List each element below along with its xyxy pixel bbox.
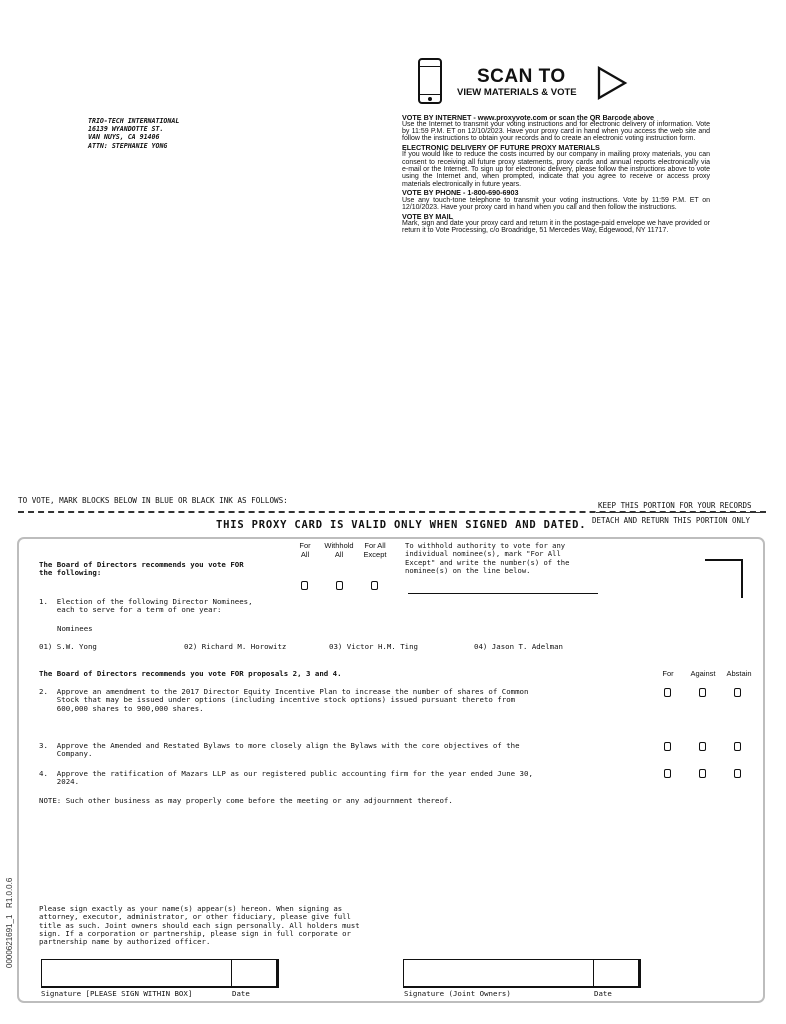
scan-subtitle: VIEW MATERIALS & VOTE	[457, 87, 577, 98]
address-line: TRIO-TECH INTERNATIONAL	[88, 117, 180, 125]
nominee: 04) Jason T. Adelman	[474, 642, 563, 651]
item-3: 3. Approve the Amended and Restated Bylaws to more closely align the Bylaws with the core objectives of the Company.	[39, 741, 520, 759]
checkbox-item4-against[interactable]	[699, 769, 706, 778]
checkbox-item3-abstain[interactable]	[734, 742, 741, 751]
address-line: VAN NUYS, CA 91406	[88, 133, 160, 142]
signing-instructions: Please sign exactly as your name(s) appear(s) hereon. When signing as attorney, executor, administrator, or other fiduciary, please give full title as such. Joint owners should each sign personally. All holders must sign. If a corporation or partnership, please sign in full corporate or partnership name by authorized officer.	[39, 904, 360, 947]
mail-heading: VOTE BY MAIL	[402, 211, 453, 221]
nominee: 02) Richard M. Horowitz	[184, 642, 287, 651]
voting-instructions	[402, 112, 710, 235]
checkbox-for-all-except[interactable]	[371, 581, 378, 590]
return-address	[88, 117, 179, 150]
address-line: ATTN: STEPHANIE YONG	[88, 141, 168, 150]
col-withhold-all: Withhold All	[324, 541, 354, 559]
signature-box[interactable]	[41, 959, 232, 987]
checkbox-withhold-all[interactable]	[336, 581, 343, 590]
checkbox-item3-for[interactable]	[664, 742, 671, 751]
nominees-label: Nominees	[57, 624, 93, 633]
note: NOTE: Such other business as may properly come before the meeting or any adjournment thereof.	[39, 796, 453, 805]
nominee-number-line[interactable]	[408, 593, 598, 594]
joint-signature-box[interactable]	[403, 959, 594, 987]
checkbox-item4-for[interactable]	[664, 769, 671, 778]
address-line: 16139 WYANDOTTE ST.	[88, 125, 164, 134]
joint-date-label: Date	[594, 989, 612, 998]
internet-text: Use the Internet to transmit your voting instructions and for electronic delivery of information. Vote by 11:59 P.M. ET on 12/10/2023. Have your proxy card in hand when you access the web site and follow the instructions to obtain your records and to create an electronic voting instruction form.	[402, 120, 710, 143]
col-against: Against	[690, 669, 716, 678]
item-1: 1. Election of the following Director Nominees, each to serve for a term of one year:	[39, 597, 253, 615]
mark-instruction: TO VOTE, MARK BLOCKS BELOW IN BLUE OR BLACK INK AS FOLLOWS:	[18, 496, 288, 505]
withhold-instruction: To withhold authority to vote for any individual nominee(s), mark "For All Except" and write the number(s) of the nominee(s) on the line below.	[405, 541, 570, 575]
checkbox-item2-against[interactable]	[699, 688, 706, 697]
nominee: 01) S.W. Yong	[39, 642, 97, 651]
board-recommendation-1: The Board of Directors recommends you vote FOR the following:	[39, 560, 244, 578]
electronic-text: If you would like to reduce the costs incurred by our company in mailing proxy materials, you can consent to receiving all future proxy statements, proxy cards and annual reports electronically via e-mail or the Internet. To sign up for electronic delivery, please follow the instructions above to vote using the Internet and, when prompted, indicate that you agree to receive or access proxy materials electronically in future years.	[402, 151, 710, 188]
detach-portion-label: DETACH AND RETURN THIS PORTION ONLY	[592, 516, 751, 525]
board-recommendation-2: The Board of Directors recommends you vote FOR proposals 2, 3 and 4.	[39, 669, 342, 678]
signature-label: Signature [PLEASE SIGN WITHIN BOX]	[41, 989, 193, 998]
date-label: Date	[232, 989, 250, 998]
corner-mark	[705, 559, 743, 598]
checkbox-item2-abstain[interactable]	[734, 688, 741, 697]
date-box[interactable]	[231, 959, 277, 987]
scan-title: SCAN TO	[477, 66, 566, 87]
divider	[596, 512, 766, 513]
checkbox-item2-for[interactable]	[664, 688, 671, 697]
checkbox-for-all[interactable]	[301, 581, 308, 590]
keep-portion-label: KEEP THIS PORTION FOR YOUR RECORDS	[598, 501, 752, 510]
joint-date-box[interactable]	[593, 959, 639, 987]
electronic-heading: ELECTRONIC DELIVERY OF FUTURE PROXY MATERIALS	[402, 143, 600, 153]
phone-heading: VOTE BY PHONE - 1-800-690-6903	[402, 188, 519, 198]
nominee: 03) Victor H.M. Ting	[329, 642, 418, 651]
col-for-all: For All	[299, 541, 311, 559]
mail-text: Mark, sign and date your proxy card and return it in the postage-paid envelope we have provided or return it to Vote Processing, c/o Broadridge, 51 Mercedes Way, Edgewood, NY 11717.	[402, 220, 710, 235]
col-for: For	[662, 669, 674, 678]
side-code: 0000621691_1 R1.0.0.6	[5, 877, 14, 968]
col-for-all-except: For All Except	[363, 541, 387, 559]
checkbox-item4-abstain[interactable]	[734, 769, 741, 778]
play-arrow-icon	[596, 66, 628, 100]
phone-icon	[418, 58, 442, 104]
joint-signature-label: Signature (Joint Owners)	[404, 989, 511, 998]
valid-notice: THIS PROXY CARD IS VALID ONLY WHEN SIGNED AND DATED.	[216, 519, 587, 531]
item-4: 4. Approve the ratification of Mazars LLP as our registered public accounting firm for the year ended June 30, 2024.	[39, 769, 533, 787]
checkbox-item3-against[interactable]	[699, 742, 706, 751]
internet-heading: VOTE BY INTERNET - www.proxyvote.com or scan the QR Barcode above	[402, 112, 655, 122]
item-2: 2. Approve an amendment to the 2017 Director Equity Incentive Plan to increase the number of shares of Common Stock that may be issued under options (including incentive stock options) issued pursuant thereto from 600,000 shares to 900,000 shares.	[39, 687, 529, 713]
col-abstain: Abstain	[726, 669, 752, 678]
phone-text: Use any touch-tone telephone to transmit your voting instructions. Vote by 11:59 P.M. ET on 12/10/2023. Have your proxy card in hand when you call and then follow the instructions.	[402, 196, 710, 212]
